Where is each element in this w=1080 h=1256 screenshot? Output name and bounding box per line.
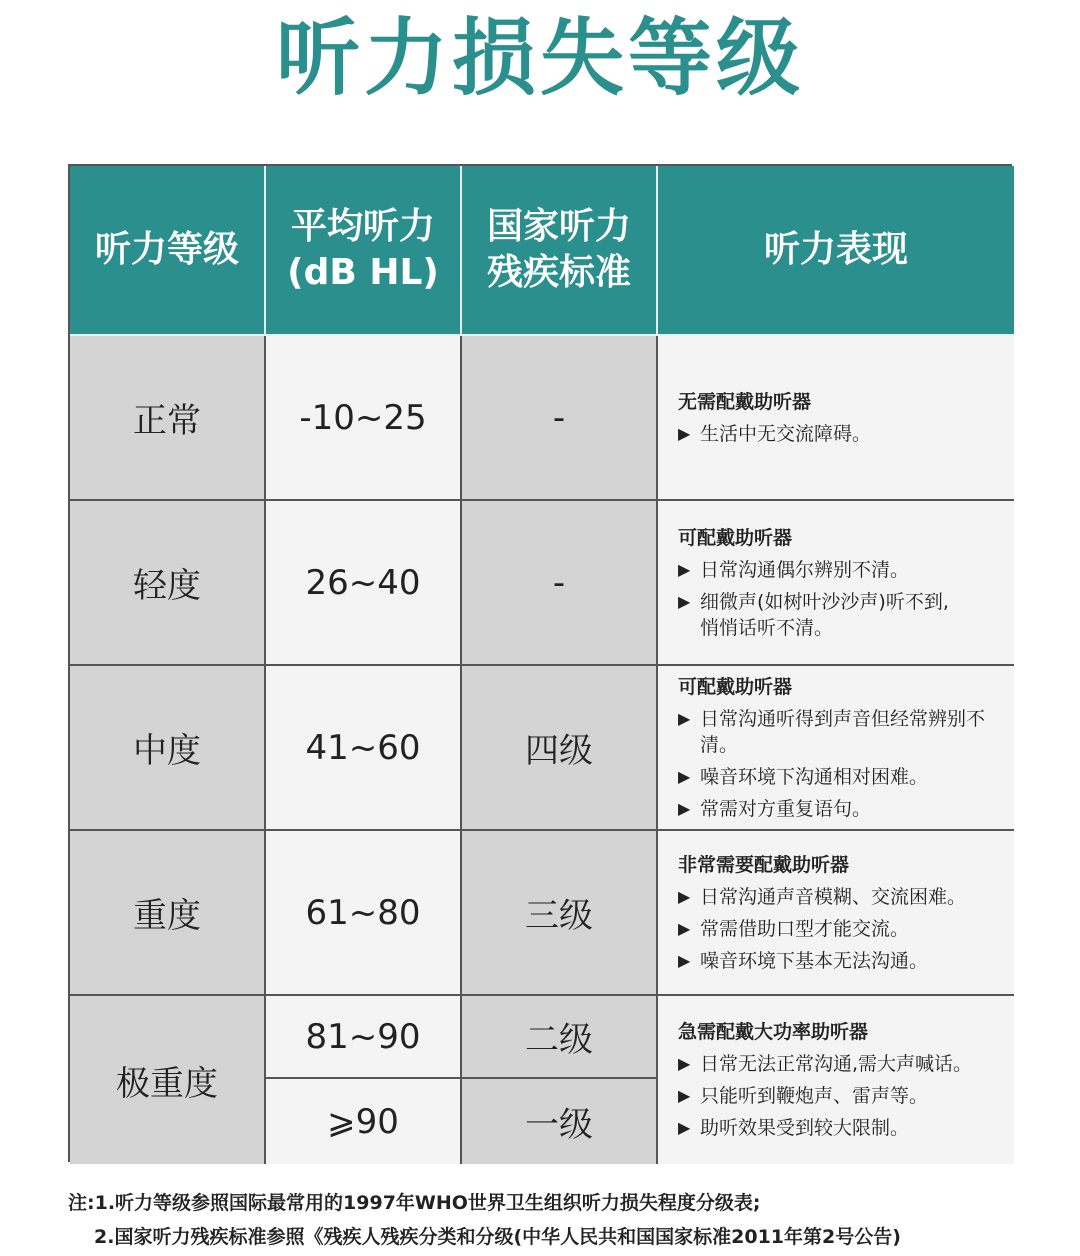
bullet-triangle-icon: ▶ xyxy=(678,1086,691,1105)
header-avg-label: 平均听力 xyxy=(290,206,435,247)
level-cell: 中度 xyxy=(70,666,266,831)
standard-cell: 四级 xyxy=(462,666,658,831)
bullet-triangle-icon: ▶ xyxy=(678,950,691,970)
desc-title: 急需配戴大功率助听器 xyxy=(678,1021,869,1043)
performance-cell xyxy=(658,336,1014,501)
bullet-triangle-icon: ▶ xyxy=(678,766,691,786)
bullet-triangle-icon: ▶ xyxy=(678,559,691,579)
avg-cell: 61~80 xyxy=(266,831,462,996)
bullet-triangle-icon: ▶ xyxy=(678,798,691,818)
avg-cell: -10~25 xyxy=(266,336,462,501)
performance-cell xyxy=(658,501,1014,666)
header-level xyxy=(70,166,266,336)
desc-item: ▶ 日常沟通听得到声音但经常辨别不清。 xyxy=(678,707,986,756)
desc-item: ▶ 助听效果受到较大限制。 xyxy=(678,1117,910,1139)
page-title: 听力损失等级 xyxy=(275,9,804,107)
avg-cell: ⩾90 xyxy=(266,1079,462,1164)
desc-title: 可配戴助听器 xyxy=(678,675,793,698)
desc-title: 可配戴助听器 xyxy=(678,526,793,549)
bullet-triangle-icon: ▶ xyxy=(678,1054,691,1073)
bullet-triangle-icon: ▶ xyxy=(678,918,691,938)
header-avg xyxy=(266,166,462,336)
desc-item: ▶ 日常沟通偶尔辨别不清。 xyxy=(678,558,910,581)
footnote-1: 注:1.听力等级参照国际最常用的1997年WHO世界卫生组织听力损失程度分级表; xyxy=(68,1192,761,1214)
performance-cell xyxy=(658,996,1014,1164)
bullet-triangle-icon: ▶ xyxy=(678,1118,691,1137)
header-standard xyxy=(462,166,658,336)
level-cell: 轻度 xyxy=(70,501,266,666)
standard-cell: 一级 xyxy=(462,1079,658,1164)
footnotes xyxy=(68,1186,1048,1254)
header-performance-label: 听力表现 xyxy=(763,229,908,270)
standard-cell: - xyxy=(462,501,658,666)
standard-cell: - xyxy=(462,336,658,501)
desc-item: ▶ 只能听到鞭炮声、雷声等。 xyxy=(678,1085,929,1107)
level-cell: 重度 xyxy=(70,831,266,996)
level-cell: 正常 xyxy=(70,336,266,501)
header-standard-line1: 国家听力 xyxy=(486,206,631,247)
bullet-triangle-icon: ▶ xyxy=(678,423,691,443)
hearing-loss-table xyxy=(68,164,1012,1162)
desc-title: 无需配戴助听器 xyxy=(678,390,812,413)
bullet-triangle-icon: ▶ xyxy=(678,591,691,611)
avg-cell: 81~90 xyxy=(266,996,462,1079)
performance-cell xyxy=(658,666,1014,831)
standard-cell: 二级 xyxy=(462,996,658,1079)
header-standard-line2: 残疾标准 xyxy=(486,252,631,293)
avg-cell: 41~60 xyxy=(266,666,462,831)
desc-item: ▶ 细微声(如树叶沙沙声)听不到, 悄悄话听不清。 xyxy=(678,590,949,639)
bullet-triangle-icon: ▶ xyxy=(678,708,691,728)
header-performance xyxy=(658,166,1014,336)
desc-item: ▶ 生活中无交流障碍。 xyxy=(678,422,872,445)
desc-item: ▶ 常需对方重复语句。 xyxy=(678,797,872,820)
desc-item: ▶ 常需借助口型才能交流。 xyxy=(678,917,910,940)
desc-item: ▶ 日常沟通声音模糊、交流困难。 xyxy=(678,885,967,908)
desc-item: ▶ 噪音环境下基本无法沟通。 xyxy=(678,949,929,972)
bullet-triangle-icon: ▶ xyxy=(678,886,691,906)
standard-cell: 三级 xyxy=(462,831,658,996)
header-level-label: 听力等级 xyxy=(94,229,239,270)
performance-cell xyxy=(658,831,1014,996)
desc-item: ▶ 日常无法正常沟通,需大声喊话。 xyxy=(678,1053,973,1075)
level-cell: 极重度 xyxy=(70,996,266,1164)
header-avg-unit: (dB HL) xyxy=(287,252,439,293)
desc-title: 非常需要配戴助听器 xyxy=(678,853,850,876)
footnote-2: 2.国家听力残疾标准参照《残疾人残疾分类和分级(中华人民共和国国家标准2011年第2号公告) xyxy=(94,1226,901,1248)
avg-cell: 26~40 xyxy=(266,501,462,666)
desc-item: ▶ 噪音环境下沟通相对困难。 xyxy=(678,765,929,788)
